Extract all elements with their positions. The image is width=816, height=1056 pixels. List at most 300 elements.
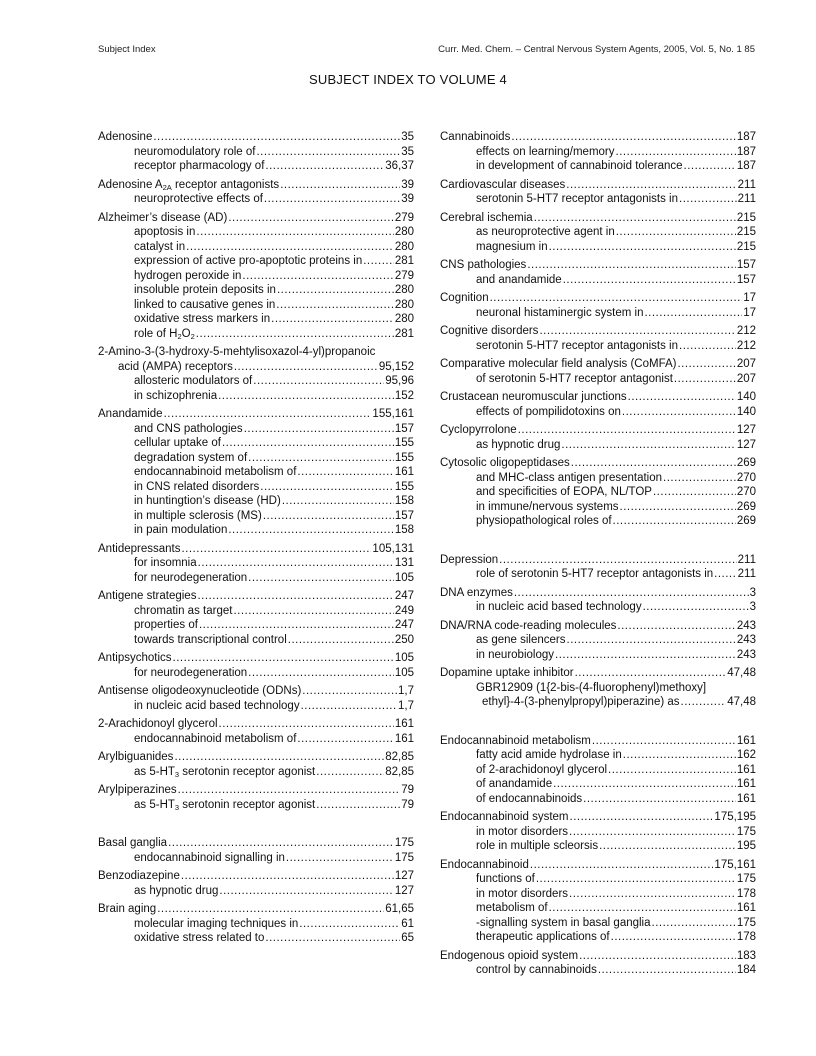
dot-leader <box>653 485 736 500</box>
dot-leader <box>248 666 394 681</box>
dot-leader <box>264 192 400 207</box>
dot-leader <box>260 480 394 495</box>
index-subterm <box>440 192 756 207</box>
index-term: in motor disorders <box>476 825 569 838</box>
dot-leader <box>617 619 735 634</box>
dot-leader <box>628 390 736 405</box>
index-main-term-continued <box>98 360 414 375</box>
dot-leader <box>219 717 394 732</box>
page-numbers: 279 <box>394 269 414 282</box>
index-term: in immune/nervous systems <box>476 500 619 513</box>
index-subterm <box>98 851 414 866</box>
dot-leader <box>280 178 400 193</box>
page-numbers: 215 <box>736 226 756 238</box>
page-numbers: 161 <box>394 466 414 478</box>
index-term: DNA/RNA code-reading molecules <box>440 619 617 632</box>
page-numbers: 161 <box>736 763 756 776</box>
index-entry <box>98 717 414 746</box>
index-main-term <box>440 666 756 681</box>
dot-leader <box>714 567 737 582</box>
index-term: control by cannabinoids <box>476 964 597 976</box>
index-term: of anandamide <box>476 778 553 790</box>
page-numbers: 17 <box>743 306 756 319</box>
page-numbers: 161 <box>394 732 414 745</box>
index-subterm <box>440 648 756 663</box>
index-main-term <box>440 949 756 964</box>
dot-leader <box>234 360 378 375</box>
page-numbers: 280 <box>394 284 414 296</box>
index-term: catalyst in <box>134 240 186 253</box>
index-term: Depression <box>440 553 499 566</box>
index-term: cellular uptake of <box>134 437 221 449</box>
index-main-term <box>98 542 414 557</box>
page-numbers: 270 <box>736 486 756 498</box>
dot-leader <box>623 748 736 763</box>
page-numbers: 243 <box>736 634 756 646</box>
index-term: Dopamine uptake inhibitor <box>440 667 574 679</box>
index-subterm <box>98 327 414 342</box>
index-subterm <box>440 405 756 420</box>
page-numbers: 95,152 <box>378 360 414 373</box>
index-subterm <box>440 485 756 500</box>
dot-leader <box>286 851 394 866</box>
dot-leader <box>684 159 736 174</box>
index-term: neuroprotective effects of <box>134 193 263 205</box>
index-main-term <box>440 258 756 273</box>
index-term: DNA enzymes <box>440 586 513 599</box>
dot-leader <box>157 902 384 917</box>
dot-leader <box>222 436 394 451</box>
index-term: of serotonin 5-HT7 receptor antagonist <box>476 372 673 385</box>
index-term: in development of cannabinoid tolerance <box>476 160 683 172</box>
index-term: Cyclopyrrolone <box>440 424 517 436</box>
page-numbers: 280 <box>394 240 414 253</box>
index-subterm <box>440 872 756 887</box>
index-subterm <box>98 556 414 571</box>
dot-leader <box>228 523 393 538</box>
page-numbers: 95,96 <box>385 375 414 387</box>
index-term: as neuroprotective agent in <box>476 226 615 238</box>
dot-leader <box>592 734 736 749</box>
index-subterm <box>98 225 414 240</box>
index-subterm <box>98 283 414 298</box>
page-numbers: 161 <box>736 902 756 914</box>
dot-leader <box>569 825 736 840</box>
dot-leader <box>518 423 736 438</box>
page-numbers: 211 <box>737 568 756 580</box>
index-main-term <box>440 211 756 226</box>
index-term: serotonin 5-HT7 receptor antagonists in <box>476 193 678 205</box>
index-term: Antidepressants <box>98 542 181 555</box>
dot-leader <box>196 225 393 240</box>
index-term: Antipsychotics <box>98 652 172 664</box>
index-term: degradation system of <box>134 451 248 464</box>
dot-leader <box>198 556 394 571</box>
index-term: Endocannabinoid metabolism <box>440 734 591 747</box>
index-term: metabolism of <box>476 902 548 914</box>
dot-leader <box>536 872 736 887</box>
page-numbers: 152 <box>394 389 414 402</box>
index-term: and MHC-class antigen presentation <box>476 471 663 484</box>
page-numbers: 158 <box>394 524 414 536</box>
page-numbers: 211 <box>737 193 756 205</box>
running-header-section: Subject Index <box>98 44 156 55</box>
index-term: endocannabinoid metabolism of <box>134 466 297 478</box>
dot-leader <box>256 145 400 160</box>
index-main-term <box>98 717 414 732</box>
page-numbers: 243 <box>736 648 756 661</box>
dot-leader <box>571 456 736 471</box>
page-numbers: 211 <box>737 553 756 566</box>
index-main-term <box>98 750 414 765</box>
index-term: as hypnotic drug <box>476 438 561 451</box>
index-term: in nucleic acid based technology <box>134 699 300 712</box>
page-numbers: 105 <box>394 666 414 679</box>
dot-leader <box>265 931 400 946</box>
page-numbers: 247 <box>394 619 414 631</box>
page-numbers: 140 <box>736 405 756 418</box>
index-term: Antisense oligodeoxynucleotide (ODNs) <box>98 685 302 697</box>
index-entry <box>98 589 414 647</box>
index-term: acid (AMPA) receptors <box>118 360 233 373</box>
page-numbers: 161 <box>394 718 414 730</box>
index-term: physiopathological roles of <box>476 515 612 527</box>
dot-leader <box>277 283 394 298</box>
index-entry <box>440 734 756 807</box>
index-subterm <box>98 389 414 404</box>
index-entry <box>98 869 414 898</box>
index-term: as gene silencers <box>476 634 566 646</box>
dot-leader <box>611 930 736 945</box>
index-main-term <box>98 211 414 226</box>
index-entry <box>98 750 414 779</box>
index-subterm <box>440 777 756 792</box>
index-entry <box>98 211 414 342</box>
index-subterm <box>440 792 756 807</box>
index-main-term <box>98 407 414 422</box>
page-numbers: 187 <box>736 131 756 143</box>
dot-leader <box>598 963 736 978</box>
index-entry <box>98 836 414 865</box>
index-term: GBR12909 (1{2-bis-(4-fluorophenyl)methoxy] <box>476 681 707 694</box>
page-numbers: 105,131 <box>372 542 414 555</box>
index-term: endocannabinoid metabolism of <box>134 732 297 745</box>
index-term: in huntingtion’s disease (HD) <box>134 495 281 507</box>
dot-leader <box>643 600 749 615</box>
dot-leader <box>178 783 401 798</box>
page-numbers: 178 <box>736 931 756 943</box>
dot-leader <box>233 604 393 619</box>
dot-leader <box>363 254 394 269</box>
index-subterm <box>440 916 756 931</box>
dot-leader <box>276 298 394 313</box>
index-entry <box>440 423 756 452</box>
page-numbers: 155,161 <box>372 408 414 420</box>
page-numbers: 280 <box>394 313 414 325</box>
page-numbers: 157 <box>736 273 756 286</box>
page-numbers: 184 <box>736 964 756 976</box>
index-term: in nucleic acid based technology <box>476 601 642 613</box>
page-numbers: 212 <box>736 325 756 337</box>
index-term: Adenosine $A_{2A}$ receptor antagonists <box>98 178 280 192</box>
index-subterm <box>98 633 414 648</box>
index-main-term <box>440 810 756 825</box>
index-subterm <box>98 917 414 932</box>
index-entry <box>98 178 414 207</box>
index-subterm <box>98 509 414 524</box>
page-numbers: 175,161 <box>714 858 756 871</box>
dot-leader <box>199 618 394 633</box>
dot-leader <box>297 465 393 480</box>
page-numbers: 3 <box>749 586 756 599</box>
page-numbers: 39 <box>401 178 414 191</box>
page-numbers: 269 <box>736 515 756 527</box>
page-numbers: 175 <box>394 851 414 864</box>
dot-leader <box>316 765 384 780</box>
dot-leader <box>534 211 736 226</box>
dot-leader <box>248 451 394 466</box>
index-entry <box>440 666 756 710</box>
page-numbers: 270 <box>736 471 756 484</box>
index-term: CNS pathologies <box>440 259 527 271</box>
page-numbers: 281 <box>394 255 414 267</box>
dot-leader <box>663 471 736 486</box>
index-subterm <box>440 306 756 321</box>
index-entry <box>98 783 414 812</box>
index-main-term <box>98 836 414 851</box>
index-subterm <box>440 681 756 696</box>
page-numbers: 195 <box>736 840 756 852</box>
page-numbers: 79 <box>401 798 414 811</box>
dot-leader <box>511 130 735 145</box>
dot-leader <box>174 750 384 765</box>
index-subterm <box>98 145 414 160</box>
page-numbers: 175,195 <box>714 811 756 823</box>
index-term: towards transcriptional control <box>134 633 287 646</box>
index-main-term <box>98 684 414 699</box>
index-subterm <box>440 567 756 582</box>
dot-leader <box>168 836 394 851</box>
page-numbers: 157 <box>394 509 414 522</box>
dot-leader <box>613 514 736 529</box>
index-subterm <box>98 798 414 813</box>
index-subterm <box>440 930 756 945</box>
index-subterm <box>440 963 756 978</box>
dot-leader <box>553 777 736 792</box>
index-term: linked to causative genes in <box>134 298 276 311</box>
page-numbers: 269 <box>736 457 756 469</box>
index-main-term <box>440 456 756 471</box>
index-term: Brain aging <box>98 903 157 915</box>
index-term: Basal ganglia <box>98 837 168 849</box>
dot-leader <box>242 269 393 284</box>
index-subterm <box>440 887 756 902</box>
index-term: Alzheimer’s disease (AD) <box>98 211 228 224</box>
index-term: functions of <box>476 873 535 885</box>
page-numbers: 279 <box>394 211 414 224</box>
index-term: ethyl}-4-(3-phenylpropyl)piperazine) as <box>482 696 680 708</box>
dot-leader <box>263 509 394 524</box>
dot-leader <box>622 405 736 420</box>
index-subterm <box>440 339 756 354</box>
dot-leader <box>186 240 394 255</box>
page-numbers: 140 <box>736 391 756 403</box>
index-term: of 2-arachidonoyl glycerol <box>476 763 608 776</box>
index-subterm <box>98 884 414 899</box>
page-numbers: 65 <box>401 932 414 944</box>
index-term: Cytosolic oligopeptidases <box>440 457 570 469</box>
index-term: Comparative molecular field analysis (CoMFA) <box>440 358 677 370</box>
index-term: expression of active pro-apoptotic proteins in <box>134 255 363 267</box>
dot-leader <box>173 651 394 666</box>
index-subterm <box>98 312 414 327</box>
index-term: therapeutic applications of <box>476 931 610 943</box>
index-entry <box>440 586 756 615</box>
dot-leader <box>196 327 394 342</box>
index-entry <box>440 810 756 854</box>
index-entry <box>440 324 756 353</box>
page-numbers: 175 <box>736 825 756 838</box>
page-numbers: 127 <box>736 424 756 436</box>
index-entry <box>440 390 756 419</box>
index-term: for neurodegeneration <box>134 571 248 584</box>
index-subterm <box>440 825 756 840</box>
index-main-term <box>440 734 756 749</box>
index-subterm <box>98 240 414 255</box>
dot-leader <box>566 178 736 193</box>
index-term: and CNS pathologies <box>134 422 243 435</box>
dot-leader <box>302 684 397 699</box>
page-numbers: 127 <box>736 438 756 451</box>
index-subterm <box>440 372 756 387</box>
page-numbers: 247 <box>394 590 414 602</box>
index-term: Endogenous opioid system <box>440 949 579 962</box>
dot-leader <box>153 130 400 145</box>
page-numbers: 211 <box>737 178 756 191</box>
page-numbers: 187 <box>736 160 756 172</box>
dot-leader <box>181 869 394 884</box>
page-numbers: 35 <box>401 145 414 158</box>
dot-leader <box>181 542 371 557</box>
index-subterm-continued <box>440 695 756 710</box>
index-term: role of $H_2O_2$ <box>134 327 195 341</box>
index-subterm <box>440 600 756 615</box>
dot-leader <box>555 648 736 663</box>
index-subterm <box>98 451 414 466</box>
dot-leader <box>197 589 393 604</box>
index-term: 2-Arachidonoyl glycerol <box>98 718 218 730</box>
index-term: receptor pharmacology of <box>134 160 265 172</box>
index-main-term <box>440 390 756 405</box>
index-term: neuromodulatory role of <box>134 145 256 158</box>
index-term: role in multiple scleorsis <box>476 840 599 852</box>
page-numbers: 212 <box>736 339 756 352</box>
index-term: oxidative stress markers in <box>134 313 271 325</box>
index-subterm <box>98 571 414 586</box>
index-term: -signalling system in basal ganglia <box>476 916 651 929</box>
index-subterm <box>98 422 414 437</box>
dot-leader <box>514 586 749 601</box>
index-entry <box>440 291 756 320</box>
index-term: Endocannabinoid <box>440 858 529 871</box>
index-subterm <box>98 765 414 780</box>
index-entry <box>440 178 756 207</box>
page-numbers: 280 <box>394 226 414 238</box>
page-numbers: 183 <box>736 949 756 962</box>
page-numbers: 207 <box>736 372 756 385</box>
dot-leader <box>539 324 735 339</box>
dot-leader <box>301 699 397 714</box>
page-numbers: 157 <box>736 259 756 271</box>
index-term: for neurodegeneration <box>134 666 248 679</box>
index-subterm <box>98 480 414 495</box>
page-numbers: 1,7 <box>398 699 414 712</box>
page-numbers: 162 <box>736 749 756 761</box>
index-subterm <box>440 145 756 160</box>
index-term: Adenosine <box>98 131 153 143</box>
page-numbers: 178 <box>736 887 756 900</box>
index-entry <box>440 130 756 174</box>
dot-leader <box>244 422 394 437</box>
dot-leader <box>297 732 393 747</box>
index-term: in multiple sclerosis (MS) <box>134 509 262 522</box>
dot-leader <box>248 571 394 586</box>
dot-leader <box>271 312 394 327</box>
page-numbers: 47,48 <box>727 667 756 679</box>
index-subterm <box>98 159 414 174</box>
index-subterm <box>440 240 756 255</box>
index-term: fatty acid amide hydrolase in <box>476 749 622 761</box>
page-numbers: 61,65 <box>385 903 414 915</box>
index-term: in neurobiology <box>476 648 555 661</box>
index-subterm <box>440 839 756 854</box>
index-term: effects on learning/memory <box>476 145 615 158</box>
index-term: as $5-HT_3$ serotonin receptor agonist <box>134 798 316 812</box>
page-numbers: 249 <box>394 604 414 617</box>
dot-leader <box>677 357 735 372</box>
index-term: properties of <box>134 619 198 631</box>
page-numbers: 127 <box>394 884 414 897</box>
page-numbers: 131 <box>394 557 414 569</box>
page-numbers: 1,7 <box>398 685 414 697</box>
dot-leader <box>616 145 736 160</box>
index-term: in CNS related disorders <box>134 480 260 493</box>
index-term: role of serotonin 5-HT7 receptor antagonists in <box>476 568 714 580</box>
index-main-term <box>98 783 414 798</box>
dot-leader <box>527 258 736 273</box>
page-numbers: 175 <box>736 916 756 929</box>
page-numbers: 39 <box>401 193 414 205</box>
page-numbers: 105 <box>394 571 414 584</box>
dot-leader <box>679 192 737 207</box>
dot-leader <box>620 500 736 515</box>
index-subterm <box>98 298 414 313</box>
index-main-term <box>98 651 414 666</box>
index-term: Antigene strategies <box>98 590 197 602</box>
index-entry <box>98 902 414 946</box>
page-numbers: 127 <box>394 870 414 882</box>
page-numbers: 3 <box>749 601 756 613</box>
dot-leader <box>644 306 742 321</box>
page-numbers: 82,85 <box>385 751 414 763</box>
index-entry <box>440 258 756 287</box>
page-numbers: 105 <box>394 652 414 664</box>
index-subterm <box>98 699 414 714</box>
index-main-term <box>98 902 414 917</box>
page-numbers: 17 <box>743 292 756 304</box>
index-term: Endocannabinoid system <box>440 811 569 823</box>
dot-leader <box>265 159 384 174</box>
